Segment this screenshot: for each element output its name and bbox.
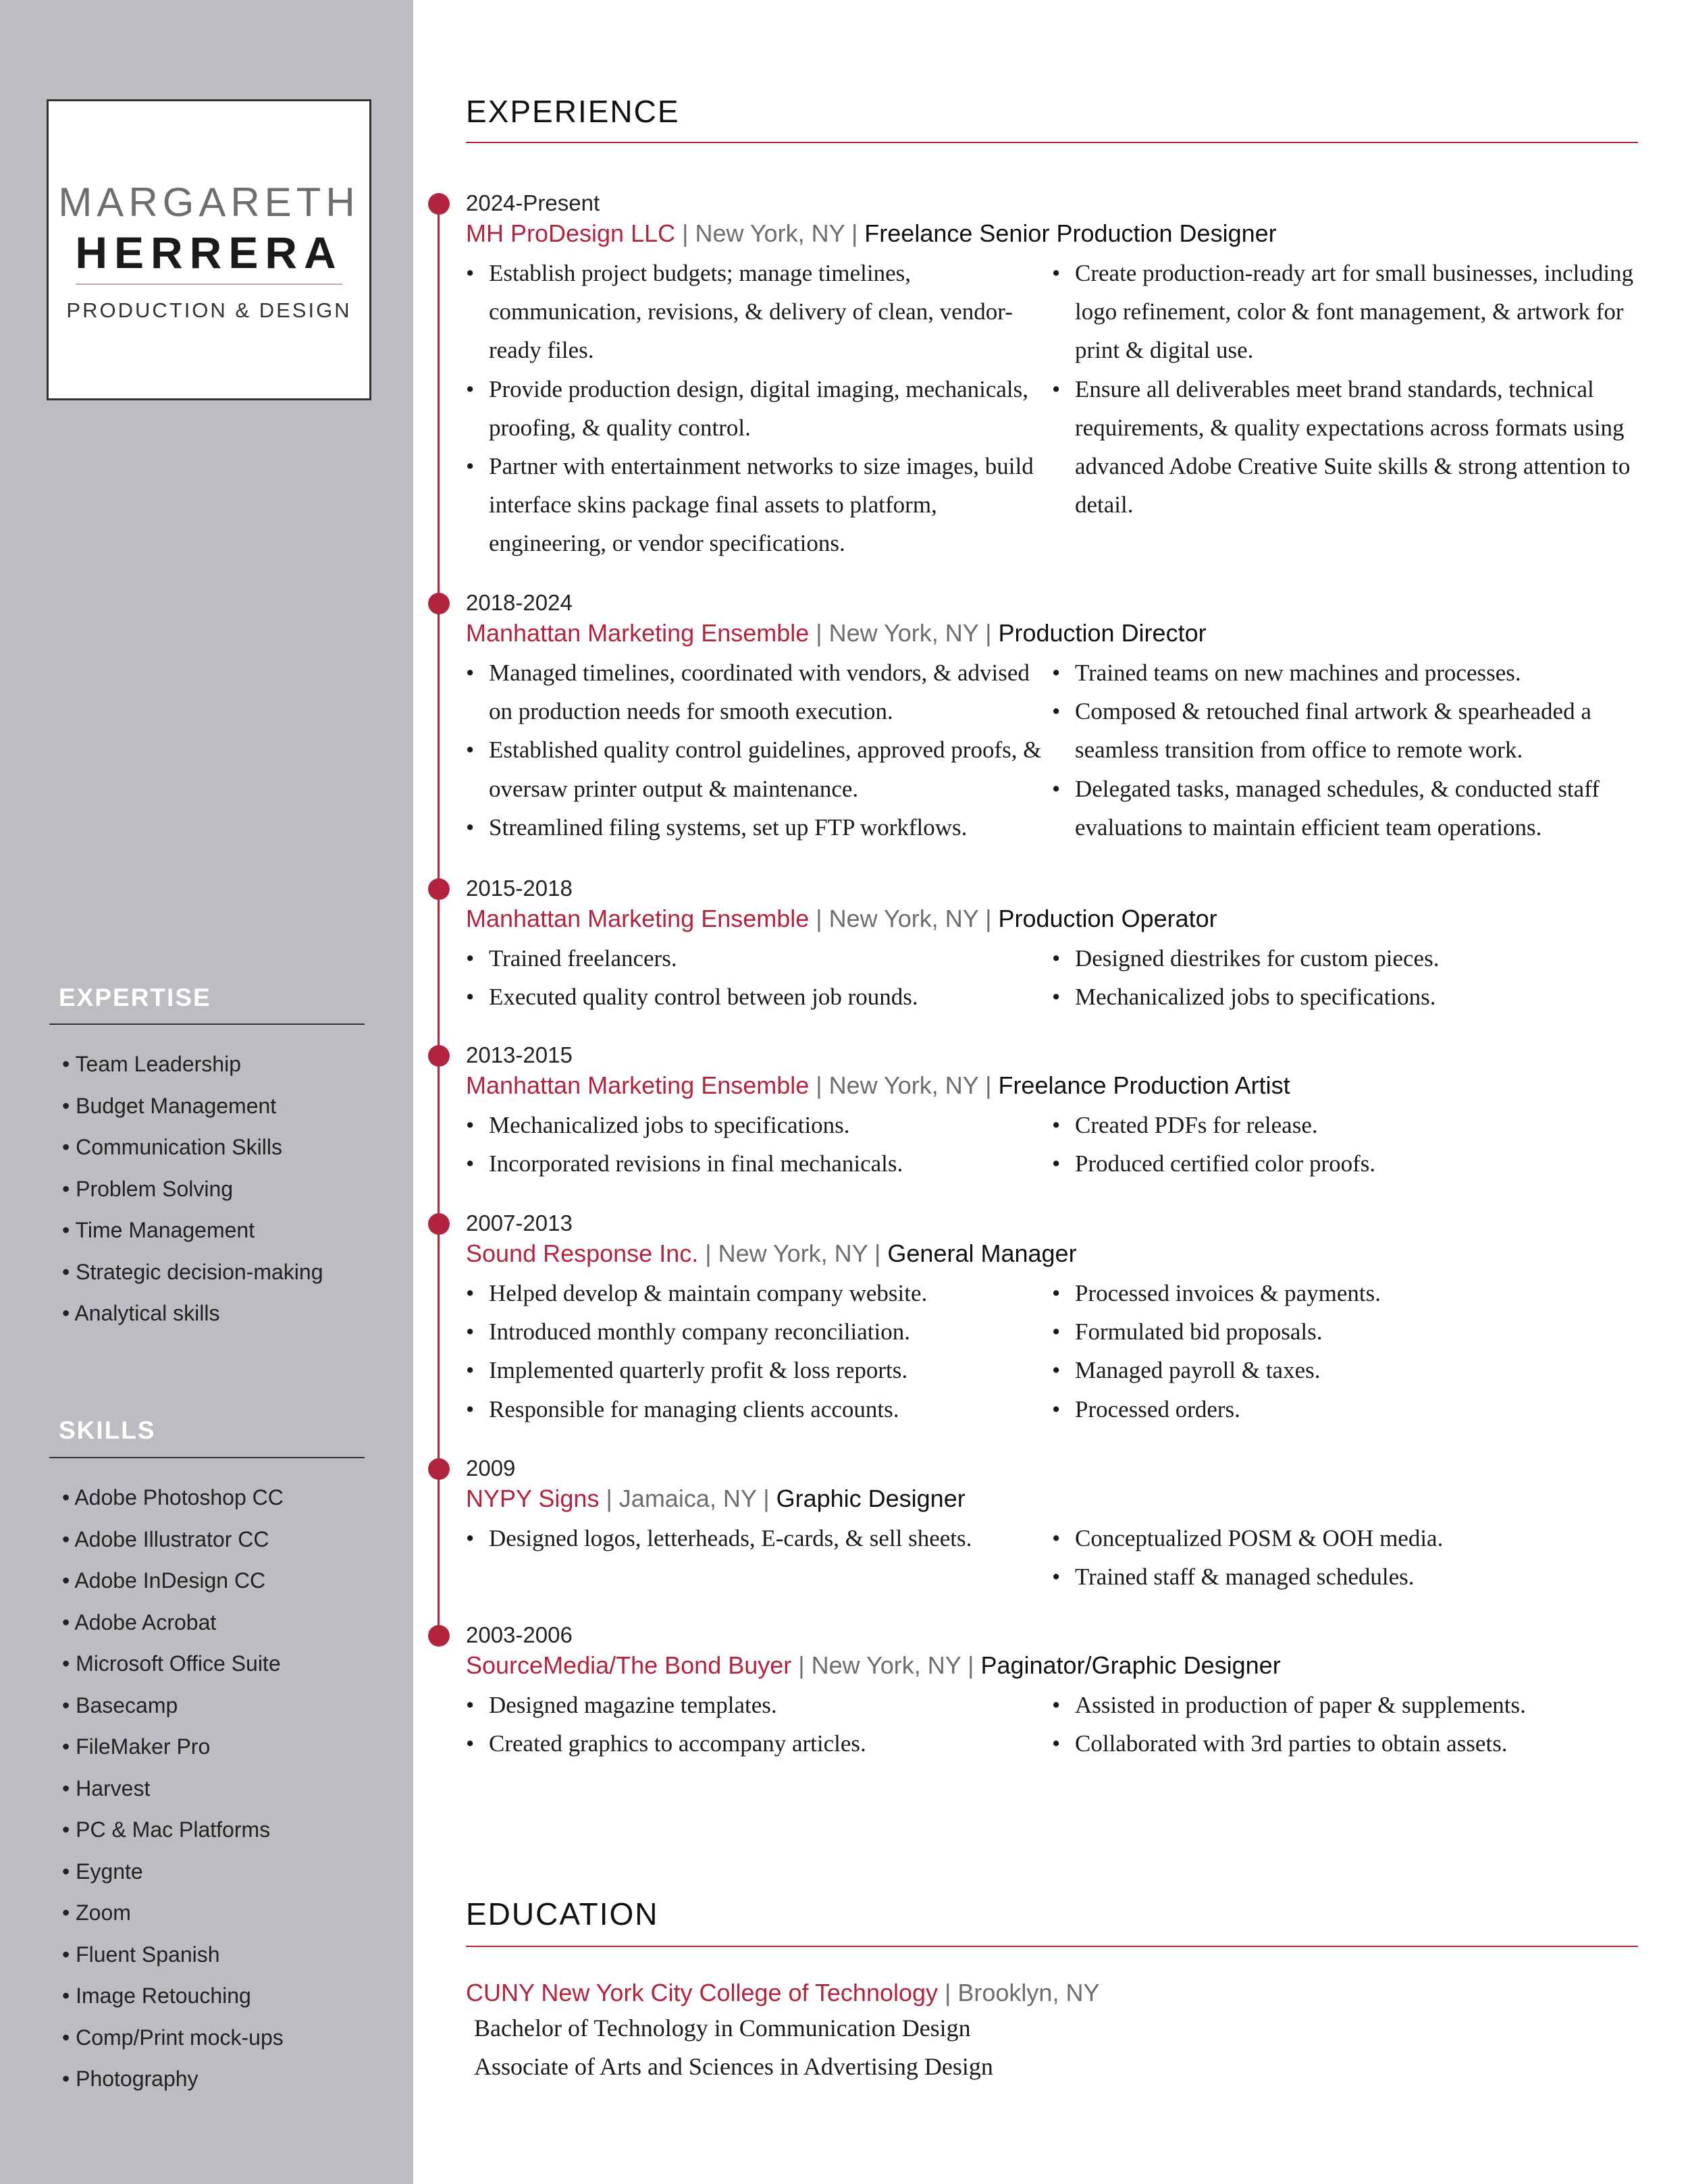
expertise-heading: EXPERTISE (59, 984, 211, 1011)
bullet-item: • Helped develop & maintain company website. (466, 1274, 1052, 1312)
job-header (466, 1649, 1638, 1682)
skill-item: • Adobe Illustrator CC (62, 1526, 269, 1551)
job-date: 2007-2013 (466, 1210, 573, 1235)
job-date: 2024-Present (466, 190, 600, 215)
bullet-column-right (1052, 1274, 1638, 1429)
bullet-item: • Established quality control guidelines, approved proofs, & oversaw printer output & maintenance. (466, 730, 1052, 807)
job-bullets (466, 1274, 1638, 1429)
skill-item: • Adobe Photoshop CC (62, 1485, 284, 1510)
job-role: Freelance Senior Production Designer (864, 219, 1277, 247)
company-name: Manhattan Marketing Ensemble (466, 905, 810, 932)
job-role: General Manager (887, 1240, 1077, 1267)
bullet-column-right (1052, 254, 1638, 563)
bullet-item: • Produced certified color proofs. (1052, 1144, 1638, 1183)
skills-rule (49, 1457, 365, 1458)
job-location: Jamaica, NY (618, 1485, 757, 1512)
experience-rule (466, 142, 1638, 143)
expertise-item: • Communication Skills (62, 1135, 282, 1159)
bullet-item: • Mechanicalized jobs to specifications. (1052, 978, 1638, 1016)
bullet-item: • Created graphics to accompany articles. (466, 1724, 1052, 1763)
bullet-item: • Designed magazine templates. (466, 1686, 1052, 1724)
bullet-item: • Composed & retouched final artwork & spearheaded a seamless transition from office to remote work. (1052, 692, 1638, 769)
company-name: SourceMedia/The Bond Buyer (466, 1651, 792, 1679)
separator: | (978, 905, 999, 932)
job-location: New York, NY (828, 1071, 979, 1099)
bullet-item: • Executed quality control between job rounds. (466, 978, 1052, 1016)
skill-item: • Microsoft Office Suite (62, 1651, 281, 1676)
skill-item: • Adobe InDesign CC (62, 1568, 266, 1593)
company-name: Manhattan Marketing Ensemble (466, 1071, 810, 1099)
timeline-dot (428, 593, 450, 614)
school-name: CUNY New York City College of Technology (466, 1979, 939, 2006)
bullet-column-left (466, 254, 1052, 563)
education-rule (466, 1946, 1638, 1947)
bullet-column-left (466, 939, 1052, 1016)
bullet-item: • Assisted in production of paper & supplements. (1052, 1686, 1638, 1724)
job-entry (466, 874, 1638, 1016)
bullet-item: • Managed payroll & taxes. (1052, 1351, 1638, 1389)
job-entry (466, 1454, 1638, 1596)
job-bullets (466, 654, 1638, 847)
timeline-line (438, 204, 440, 1639)
bullet-item: • Partner with entertainment networks to size images, build interface skins package final assets to platform, engineering, or vendor specifications. (466, 447, 1052, 563)
separator: | (675, 219, 695, 247)
skill-item: • Photography (62, 2067, 199, 2091)
bullet-column-left (466, 1106, 1052, 1183)
bullet-item: • Designed logos, letterheads, E-cards, & sell sheets. (466, 1519, 1052, 1557)
name-card (47, 99, 371, 400)
bullet-column-left (466, 1686, 1052, 1763)
company-name: MH ProDesign LLC (466, 219, 676, 247)
bullet-item: • Responsible for managing clients accounts. (466, 1390, 1052, 1429)
skills-list (62, 1477, 284, 2100)
bullet-column-right (1052, 1686, 1638, 1763)
degree: Associate of Arts and Sciences in Advertising Design (474, 2053, 993, 2080)
separator: | (868, 1240, 888, 1267)
job-date: 2013-2015 (466, 1042, 573, 1067)
job-header (466, 617, 1638, 649)
bullet-column-left (466, 1519, 1052, 1596)
expertise-item: • Time Management (62, 1218, 255, 1242)
skill-item: • PC & Mac Platforms (62, 1817, 271, 1842)
bullet-item: • Provide production design, digital imaging, mechanicals, proofing, & quality control. (466, 370, 1052, 447)
job-bullets (466, 1106, 1638, 1183)
bullet-item: • Trained teams on new machines and processes. (1052, 654, 1638, 692)
timeline-dot (428, 1045, 450, 1067)
timeline-dot (428, 878, 450, 900)
job-role: Paginator/Graphic Designer (980, 1651, 1281, 1679)
bullet-item: • Collaborated with 3rd parties to obtain assets. (1052, 1724, 1638, 1763)
bullet-item: • Conceptualized POSM & OOH media. (1052, 1519, 1638, 1557)
job-header (466, 1483, 1638, 1515)
bullet-item: • Mechanicalized jobs to specifications. (466, 1106, 1052, 1144)
bullet-column-right (1052, 1519, 1638, 1596)
job-role: Graphic Designer (776, 1485, 966, 1512)
job-role: Production Operator (998, 905, 1217, 932)
expertise-rule (49, 1023, 365, 1025)
expertise-item: • Budget Management (62, 1093, 277, 1118)
first-name: MARGARETH (58, 180, 360, 225)
job-header (466, 1069, 1638, 1102)
expertise-item: • Analytical skills (62, 1301, 220, 1325)
experience-heading: EXPERIENCE (466, 94, 680, 129)
timeline-dot (428, 1213, 450, 1235)
bullet-item: • Trained freelancers. (466, 939, 1052, 978)
bullet-item: • Implemented quarterly profit & loss reports. (466, 1351, 1052, 1389)
education-entry (466, 1977, 1099, 2086)
job-date: 2003-2006 (466, 1622, 573, 1647)
skill-item: • Adobe Acrobat (62, 1609, 217, 1634)
job-location: New York, NY (811, 1651, 961, 1679)
job-location: New York, NY (718, 1240, 868, 1267)
separator: | (961, 1651, 981, 1679)
separator: | (978, 1071, 999, 1099)
skill-item: • FileMaker Pro (62, 1734, 211, 1759)
profession-title: PRODUCTION & DESIGN (66, 298, 352, 322)
job-entry (466, 1041, 1638, 1183)
skill-item: • Fluent Spanish (62, 1942, 220, 1967)
bullet-column-right (1052, 1106, 1638, 1183)
skills-heading: SKILLS (59, 1416, 156, 1444)
bullet-item: • Delegated tasks, managed schedules, & conducted staff evaluations to maintain efficient team operations. (1052, 770, 1638, 847)
separator: | (599, 1485, 619, 1512)
skill-item: • Comp/Print mock-ups (62, 2025, 284, 2050)
bullet-item: • Ensure all deliverables meet brand standards, technical requirements, & quality expectations across formats using advanced Adobe Creative Suite skills & strong attention to detail. (1052, 370, 1638, 525)
bullet-item: • Processed orders. (1052, 1390, 1638, 1429)
skill-item: • Harvest (62, 1776, 151, 1801)
skill-item: • Zoom (62, 1900, 131, 1925)
job-header (466, 1237, 1638, 1270)
separator: | (809, 905, 829, 932)
timeline-dot (428, 1625, 450, 1647)
job-header (466, 217, 1638, 250)
expertise-item: • Problem Solving (62, 1176, 234, 1201)
bullet-item: • Create production-ready art for small businesses, including logo refinement, color & font management, & artwork for print & digital use. (1052, 254, 1638, 370)
skill-item: • Image Retouching (62, 1983, 251, 2008)
bullet-item: • Introduced monthly company reconciliation. (466, 1312, 1052, 1351)
separator: | (844, 219, 865, 247)
bullet-item: • Created PDFs for release. (1052, 1106, 1638, 1144)
bullet-item: • Streamlined filing systems, set up FTP workflows. (466, 808, 1052, 847)
job-location: New York, NY (828, 905, 979, 932)
bullet-column-right (1052, 939, 1638, 1016)
separator: | (938, 1979, 958, 2006)
separator: | (978, 619, 999, 647)
separator: | (791, 1651, 812, 1679)
job-entry (466, 189, 1638, 563)
job-bullets (466, 1686, 1638, 1763)
education-header (466, 1977, 1099, 2009)
job-date: 2009 (466, 1456, 516, 1481)
separator: | (809, 619, 829, 647)
job-date: 2018-2024 (466, 590, 573, 615)
bullet-item: • Trained staff & managed schedules. (1052, 1557, 1638, 1596)
job-bullets (466, 1519, 1638, 1596)
skill-item: • Eygnte (62, 1859, 143, 1884)
separator: | (698, 1240, 718, 1267)
bullet-item: • Incorporated revisions in final mechanicals. (466, 1144, 1052, 1183)
skill-item: • Basecamp (62, 1693, 178, 1717)
bullet-item: • Managed timelines, coordinated with vendors, & advised on production needs for smooth execution. (466, 654, 1052, 730)
job-entry (466, 1621, 1638, 1763)
expertise-item: • Strategic decision-making (62, 1259, 323, 1284)
degree: Bachelor of Technology in Communication Design (474, 2015, 971, 2042)
job-entry (466, 589, 1638, 847)
bullet-item: • Designed diestrikes for custom pieces. (1052, 939, 1638, 978)
job-header (466, 903, 1638, 935)
job-role: Production Director (998, 619, 1207, 647)
bullet-item: • Formulated bid proposals. (1052, 1312, 1638, 1351)
timeline-dot (428, 193, 450, 215)
bullet-item: • Establish project budgets; manage timelines, communication, revisions, & delivery of clean, vendor-ready files. (466, 254, 1052, 370)
bullet-column-left (466, 654, 1052, 847)
company-name: NYPY Signs (466, 1485, 600, 1512)
job-location: New York, NY (695, 219, 845, 247)
bullet-item: • Processed invoices & payments. (1052, 1274, 1638, 1312)
job-location: New York, NY (828, 619, 979, 647)
timeline-dot (428, 1458, 450, 1480)
company-name: Manhattan Marketing Ensemble (466, 619, 810, 647)
expertise-item: • Team Leadership (62, 1052, 241, 1076)
job-bullets (466, 254, 1638, 563)
name-divider (76, 284, 342, 285)
bullet-column-right (1052, 654, 1638, 847)
bullet-column-left (466, 1274, 1052, 1429)
school-location: Brooklyn, NY (957, 1979, 1100, 2006)
education-heading: EDUCATION (466, 1896, 659, 1932)
job-bullets (466, 939, 1638, 1016)
separator: | (756, 1485, 776, 1512)
company-name: Sound Response Inc. (466, 1240, 699, 1267)
job-role: Freelance Production Artist (998, 1071, 1290, 1099)
job-entry (466, 1209, 1638, 1429)
last-name: HERRERA (75, 228, 343, 277)
expertise-list (62, 1044, 323, 1335)
separator: | (809, 1071, 829, 1099)
job-date: 2015-2018 (466, 876, 573, 901)
